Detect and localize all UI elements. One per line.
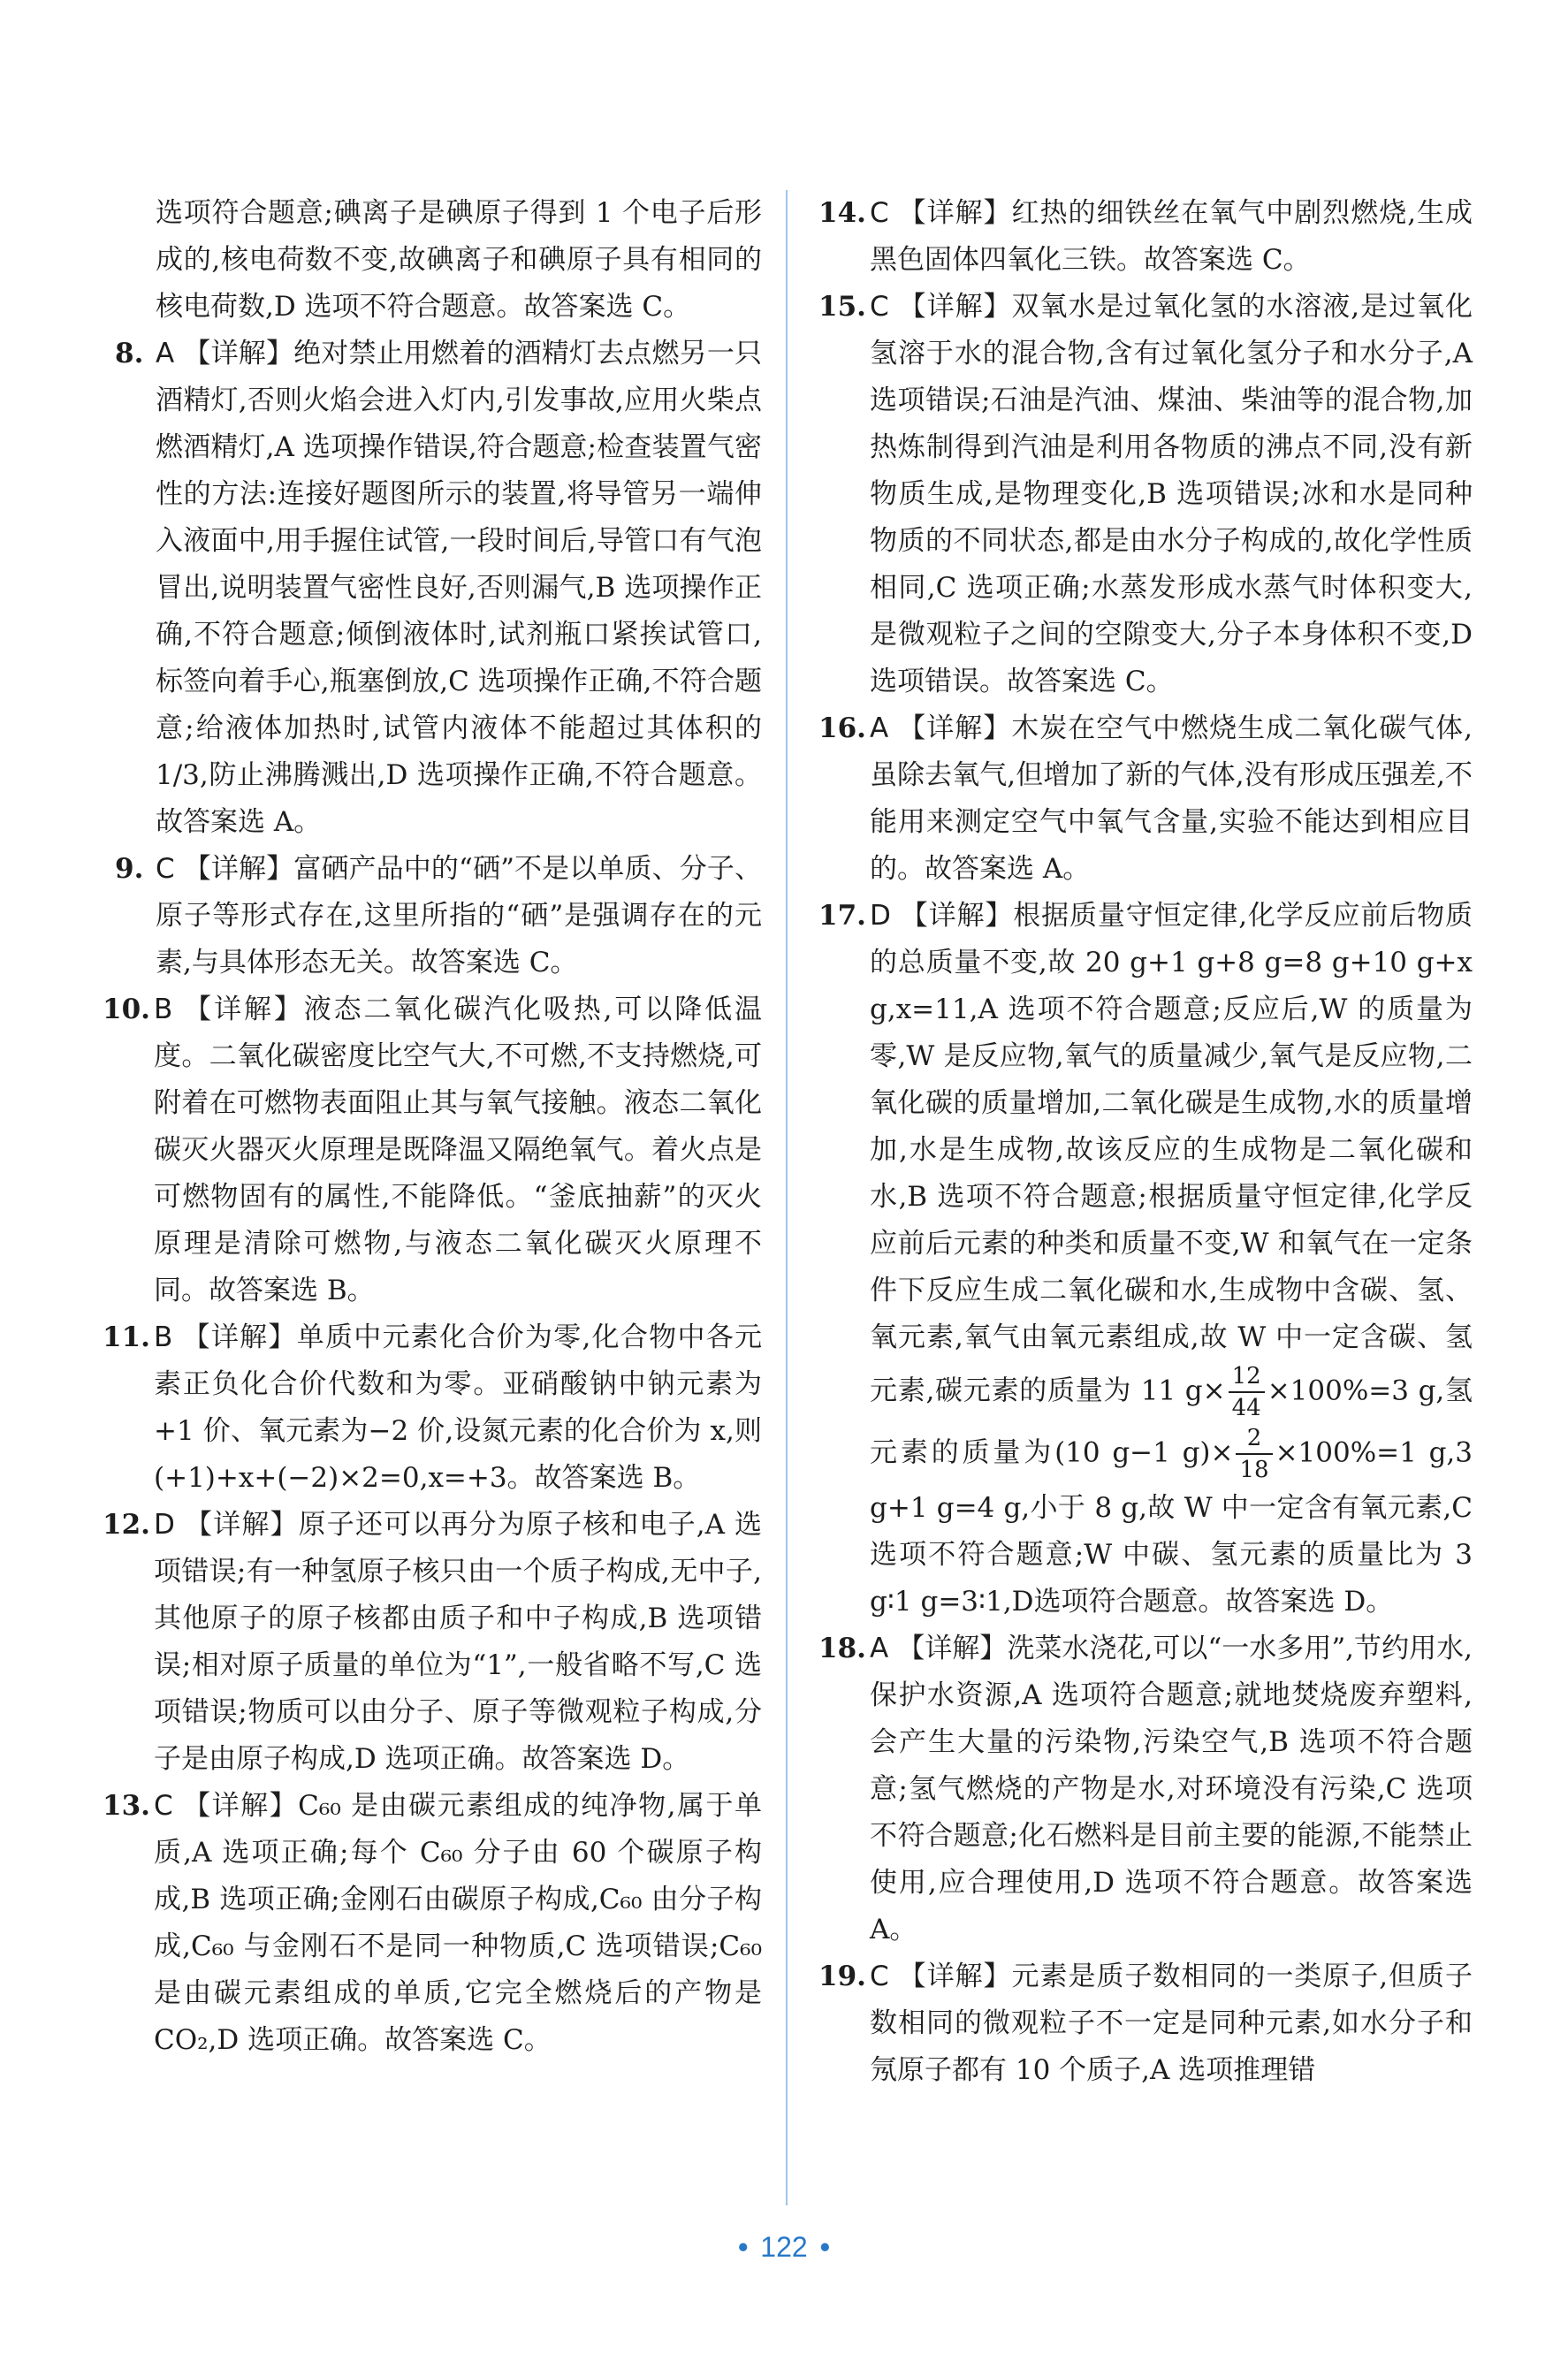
item-number: 17. bbox=[818, 900, 866, 932]
fraction-numerator: 12 bbox=[1229, 1361, 1265, 1393]
explanation-text: 富硒产品中的“硒”不是以单质、分子、原子等形式存在,这里所指的“硒”是强调存在的元素,与具体形态无关。故答案选 C。 bbox=[156, 853, 763, 978]
column-divider bbox=[786, 190, 788, 2205]
fraction-numerator: 2 bbox=[1236, 1423, 1272, 1455]
explanation-text: =4 g,小于 8 g,故 W 中一定含有氧元素,C 选项不符合题意;W 中碳、氢元素的质量比为 3 g∶1 g=3∶1,D选项符合题意。故答案选 D。 bbox=[870, 1492, 1473, 1618]
detail-label: 【详解】 bbox=[899, 900, 1014, 932]
item-number: 13. bbox=[103, 1790, 150, 1822]
detail-label: 【详解】 bbox=[897, 197, 1012, 229]
answer-item-13 bbox=[103, 1783, 762, 2064]
explanation-text: ×100%=1 g,3 g+1 g bbox=[870, 1436, 1473, 1524]
answer-item-12 bbox=[103, 1502, 763, 1783]
intro-paragraph: 选项符合题意;碘离子是碘原子得到 1 个电子后形成的,核电荷数不变,故碘离子和碘原子具有相同的核电荷数,D 选项不符合题意。故答案选 C。 bbox=[156, 197, 762, 323]
explanation-text: 根据质量守恒定律,化学反应前后物质的总质量不变,故 20 g+1 g+8 g=8 g+10 g+x g,x=11,A 选项不符合题意;反应后,W 的质量为零,W 是反应物,氧气的质量减少,氧气是反应物,二氧化碳的质量增加,二氧化碳是生成物,水的质量增加,水是生成物,故该反应的生成物是二氧化碳和水,B 选项不符合题意;根据质量守恒定律,化学反应前后元素的种类和质量不变,W 和氧气在一定条件下反应生成二氧化碳和水,生成物中含碳、氢、氧元素,氧气由氧元素组成,故 W 中一定含碳、氢元素,碳元素的质量为 11 g× bbox=[870, 900, 1473, 1407]
answer-item-8 bbox=[115, 331, 762, 846]
detail-label: 【详解】 bbox=[181, 1321, 297, 1353]
right-column bbox=[818, 190, 1473, 2094]
answer-letter: C bbox=[870, 1961, 889, 1992]
answer-letter: A bbox=[156, 338, 175, 369]
item-number: 9. bbox=[115, 853, 144, 885]
explanation-text: 木炭在空气中燃烧生成二氧化碳气体,虽除去氧气,但增加了新的气体,没有形成压强差,不能用来测定空气中氧气含量,实验不能达到相应目的。故答案选 A。 bbox=[870, 712, 1473, 885]
detail-label: 【详解】 bbox=[183, 1509, 299, 1541]
explanation-text: 元素是质子数相同的一类原子,但质子数相同的微观粒子不一定是同种元素,如水分子和氖原子都有 10 个质子,A 选项推理错 bbox=[870, 1961, 1473, 2086]
explanation-text: 液态二氧化碳汽化吸热,可以降低温度。二氧化碳密度比空气大,不可燃,不支持燃烧,可附着在可燃物表面阻止其与氧气接触。液态二氧化碳灭火器灭火原理是既降温又隔绝氧气。着火点是可燃物固有的属性,不能降低。“釜底抽薪”的灭火原理是清除可燃物,与液态二氧化碳灭火原理不同。故答案选 B。 bbox=[154, 994, 762, 1306]
answer-item-15 bbox=[818, 284, 1473, 705]
bullet-icon: • bbox=[738, 2231, 749, 2263]
page-number-footer bbox=[0, 2231, 1568, 2264]
explanation-text: 原子还可以再分为原子核和电子,A 选项错误;有一种氢原子核只由一个质子构成,无中子,其他原子的原子核都由质子和中子构成,B 选项错误;相对原子质量的单位为“1”,一般省略不写,C 选项错误;物质可以由分子、原子等微观粒子构成,分子是由原子构成,D 选项正确。故答案选 D。 bbox=[154, 1509, 763, 1775]
fraction-denominator: 18 bbox=[1239, 1457, 1269, 1483]
answer-item-17 bbox=[818, 893, 1473, 1626]
answer-letter: A bbox=[870, 1633, 889, 1664]
detail-label: 【详解】 bbox=[897, 712, 1012, 744]
detail-label: 【详解】 bbox=[897, 1633, 1008, 1664]
detail-label: 【详解】 bbox=[181, 1790, 299, 1822]
explanation-text: 双氧水是过氧化氢的水溶液,是过氧化氢溶于水的混合物,含有过氧化氢分子和水分子,A 选项错误;石油是汽油、煤油、柴油等的混合物,加热炼制得到汽油是利用各物质的沸点不同,没有新物质生成,是物理变化,B 选项错误;冰和水是同种物质的不同状态,都是由水分子构成的,故化学性质相同,C 选项正确;水蒸发形成水蒸气时体积变大,是微观粒子之间的空隙变大,分子本身体积不变,D 选项错误。故答案选 C。 bbox=[870, 291, 1473, 697]
item-number: 10. bbox=[103, 994, 150, 1025]
answer-letter: C bbox=[154, 1790, 173, 1822]
answer-item-11 bbox=[103, 1314, 763, 1502]
answer-letter: C bbox=[156, 853, 175, 885]
item-number: 15. bbox=[818, 291, 866, 323]
explanation-text: ×100%=3 g,氢元素的 bbox=[870, 1374, 1473, 1469]
item-number: 14. bbox=[818, 197, 866, 229]
explanation-text: 红热的细铁丝在氧气中剧烈燃烧,生成黑色固体四氧化三铁。故答案选 C。 bbox=[870, 197, 1473, 276]
detail-label: 【详解】 bbox=[183, 338, 294, 369]
answer-item-16 bbox=[818, 705, 1473, 893]
answer-item-18 bbox=[818, 1626, 1473, 1953]
answer-letter: D bbox=[154, 1509, 175, 1541]
answer-item-9 bbox=[115, 846, 762, 986]
fraction-2-18 bbox=[1236, 1423, 1272, 1485]
explanation-text: C₆₀ 是由碳元素组成的纯净物,属于单质,A 选项正确;每个 C₆₀ 分子由 60 个碳原子构成,B 选项正确;金刚石由碳原子构成,C₆₀ 由分子构成,C₆₀ 与金刚石不是同一种物质,C 选项错误;C₆₀ 是由碳元素组成的单质,它完全燃烧后的产物是 CO₂,D 选项正确。故答案选 C。 bbox=[154, 1790, 762, 2056]
detail-label: 【详解】 bbox=[897, 291, 1012, 323]
bullet-icon: • bbox=[819, 2231, 830, 2263]
answer-letter: C bbox=[870, 291, 889, 323]
explanation-text: 绝对禁止用燃着的酒精灯去点燃另一只酒精灯,否则火焰会进入灯内,引发事故,应用火柴点燃酒精灯,A 选项操作错误,符合题意;检查装置气密性的方法:连接好题图所示的装置,将导管另一端伸入液面中,用手握住试管,一段时间后,导管口有气泡冒出,说明装置气密性良好,否则漏气,B 选项操作正确,不符合题意;倾倒液体时,试剂瓶口紧挨试管口,标签向着手心,瓶塞倒放,C 选项操作正确,不符合题意;给液体加热时,试管内液体不能超过其体积的 1/3,防止沸腾溅出,D 选项操作正确,不符合题意。故答案选 A。 bbox=[156, 338, 763, 838]
answer-letter: B bbox=[154, 1321, 173, 1353]
detail-label: 【详解】 bbox=[183, 853, 294, 885]
detail-label: 【详解】 bbox=[181, 994, 304, 1025]
item-number: 8. bbox=[115, 338, 144, 369]
answer-item-14 bbox=[818, 190, 1473, 284]
answer-item-19 bbox=[818, 1953, 1473, 2094]
item-number: 12. bbox=[103, 1509, 150, 1541]
item-number: 19. bbox=[818, 1961, 866, 1992]
answer-letter: C bbox=[870, 197, 889, 229]
fraction-denominator: 44 bbox=[1231, 1395, 1261, 1421]
answer-letter: B bbox=[154, 994, 173, 1025]
item-number: 16. bbox=[818, 712, 866, 744]
detail-label: 【详解】 bbox=[897, 1961, 1012, 1992]
fraction-12-44 bbox=[1229, 1361, 1265, 1423]
explanation-text: 单质中元素化合价为零,化合物中各元素正负化合价代数和为零。亚硝酸钠中钠元素为+1 价、氧元素为−2 价,设氮元素的化合价为 x,则(+1)+x+(−2)×2=0,x=+3。故答案选 B。 bbox=[154, 1321, 763, 1494]
item-number: 11. bbox=[103, 1321, 150, 1353]
answer-letter: A bbox=[870, 712, 889, 744]
explanation-text: 质量为(10 g−1 g)× bbox=[962, 1436, 1234, 1469]
left-column bbox=[103, 190, 763, 2064]
explanation-text: 洗菜水浇花,可以“一水多用”,节约用水,保护水资源,A 选项符合题意;就地焚烧废弃塑料,会产生大量的污染物,污染空气,B 选项不符合题意;氢气燃烧的产物是水,对环境没有污染,C 选项不符合题意;化石燃料是目前主要的能源,不能禁止使用,应合理使用,D 选项不符合题意。故答案选 A。 bbox=[870, 1633, 1473, 1945]
answer-letter: D bbox=[870, 900, 891, 932]
answer-item-10 bbox=[103, 986, 762, 1314]
page-number: 122 bbox=[760, 2231, 808, 2263]
item-number: 18. bbox=[818, 1633, 866, 1664]
